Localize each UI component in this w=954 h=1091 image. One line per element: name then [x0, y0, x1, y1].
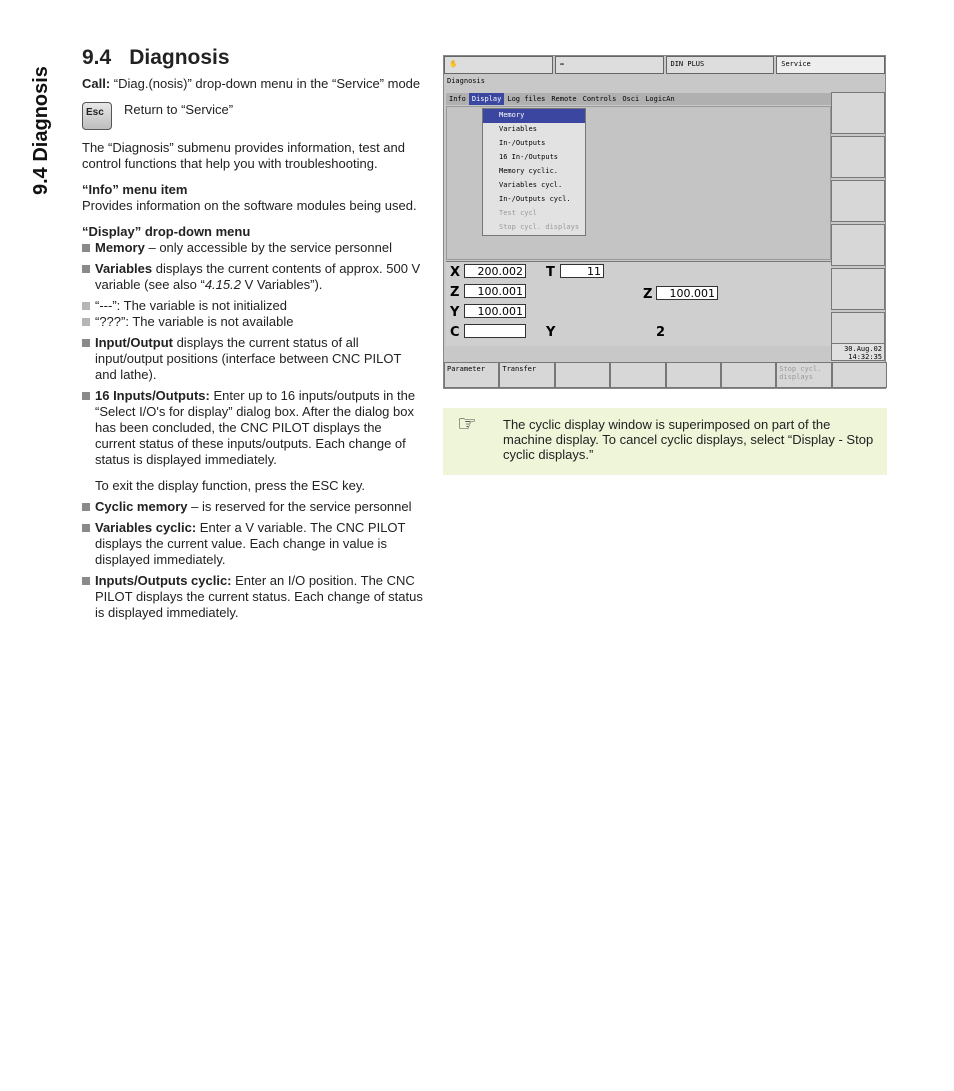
call-label: Call:: [82, 76, 111, 91]
mode-title: Diagnosis: [447, 77, 485, 85]
menu-logican[interactable]: LogicAn: [645, 95, 675, 103]
vertical-softkeys: [831, 92, 885, 356]
item-text: Enter a V variable. The CNC PILOT displays the current value. Each change in value is displayed immediately.: [95, 520, 406, 567]
axis-label: Y: [450, 305, 460, 320]
bottom-softkeys: [444, 362, 887, 388]
axis-value: [464, 324, 526, 338]
call-paragraph: [82, 76, 424, 92]
item-text: displays the current contents of approx. 500 V variable (see also “: [95, 261, 421, 292]
softkey[interactable]: [831, 224, 885, 266]
dropdown-item[interactable]: In-/Outputs cycl.: [499, 195, 571, 203]
note-text: The cyclic display window is superimposed on part of the machine display. To cancel cyclic displays, select “Display - Stop cyclic displays.”: [503, 417, 874, 462]
softkey[interactable]: [610, 362, 665, 388]
esc-text: Return to “Service”: [124, 102, 234, 117]
softkey[interactable]: [831, 136, 885, 178]
list-item-16-io: [82, 388, 424, 468]
menu-info[interactable]: Info: [449, 95, 466, 103]
menu-controls[interactable]: Controls: [582, 95, 617, 103]
exit-text: To exit the display function, press the ESC key.: [95, 478, 366, 493]
item-label: Variables cyclic:: [95, 520, 197, 535]
item-label: Memory: [95, 240, 145, 255]
call-text: “Diag.(nosis)” drop-down menu in the “Service” mode: [113, 76, 421, 91]
menu-bar: [446, 93, 831, 105]
tab-automatic[interactable]: ⇛: [555, 56, 664, 74]
dropdown-item[interactable]: Memory cyclic.: [499, 167, 559, 175]
axis-value: 100.001: [464, 284, 526, 298]
item-text: displays the current status of all input/output positions (interface between CNC PILOT and lathe).: [95, 335, 402, 382]
display-heading: “Display” drop-down menu: [82, 224, 251, 239]
dropdown-item: Stop cycl. displays: [499, 223, 580, 231]
info-heading: “Info” menu item: [82, 182, 188, 197]
softkey[interactable]: [832, 362, 887, 388]
softkey[interactable]: [831, 268, 885, 310]
main-text-column: [82, 46, 424, 631]
softkey-parameter[interactable]: Parameter: [444, 362, 499, 388]
softkey[interactable]: [831, 92, 885, 134]
dropdown-item[interactable]: Variables: [499, 125, 537, 133]
item-ref: 4.15.2: [204, 277, 241, 292]
item-text: – only accessible by the service personnel: [144, 240, 392, 255]
dropdown-item[interactable]: In-/Outputs: [499, 139, 546, 147]
dropdown-item[interactable]: 16 In-/Outputs: [499, 153, 559, 161]
menu-osci[interactable]: Osci: [622, 95, 640, 103]
spindle-number: 2: [656, 325, 666, 340]
softkey[interactable]: [721, 362, 776, 388]
softkey-transfer[interactable]: Transfer: [499, 362, 554, 388]
cnc-screenshot: [443, 55, 886, 389]
z2-value: 100.001: [656, 286, 718, 300]
display-list-2: [82, 499, 424, 621]
menu-remote[interactable]: Remote: [551, 95, 577, 103]
section-title: Diagnosis: [129, 46, 230, 69]
page-title: [82, 46, 424, 69]
date: 30.Aug.02: [844, 345, 882, 353]
item-label: Inputs/Outputs cyclic:: [95, 573, 232, 588]
machine-display: [446, 261, 831, 346]
tool-label: T: [546, 265, 555, 280]
axis-value: 200.002: [464, 264, 526, 278]
side-tab: 9.4 Diagnosis: [30, 66, 52, 195]
list-subitem: “???”: The variable is not available: [82, 314, 424, 330]
axis-label: C: [450, 325, 460, 340]
esc-key: Esc: [82, 102, 112, 130]
item-label: Cyclic memory: [95, 499, 188, 514]
list-item-memory: [82, 240, 424, 256]
axis-label: Z: [450, 285, 460, 300]
softkey[interactable]: [666, 362, 721, 388]
tab-din-plus[interactable]: DIN PLUS: [666, 56, 775, 74]
item-label: Input/Output: [95, 335, 173, 350]
item-text: – is reserved for the service personnel: [187, 499, 412, 514]
axis-value: 100.001: [464, 304, 526, 318]
dropdown-item: Test cycl: [499, 209, 537, 217]
display-dropdown: [482, 108, 586, 236]
item-label: Variables: [95, 261, 153, 276]
dropdown-item[interactable]: Variables cycl.: [499, 181, 563, 189]
time: 14:32:35: [848, 353, 882, 361]
mode-tabs: [444, 56, 887, 74]
list-item-variables: [82, 261, 424, 293]
axis-label: X: [450, 265, 461, 280]
list-item-io-cyclic: [82, 573, 424, 621]
tab-manual[interactable]: ✋: [444, 56, 553, 74]
softkey[interactable]: [555, 362, 610, 388]
tab-service[interactable]: Service: [776, 56, 885, 74]
section-number: 9.4: [82, 46, 112, 69]
display-list: [82, 240, 424, 468]
softkey[interactable]: [831, 180, 885, 222]
softkey-stop-cyclic[interactable]: Stop cycl. displays: [776, 362, 831, 388]
date-time: [831, 343, 885, 361]
note-box: [443, 408, 887, 475]
z2-label: Z: [643, 287, 653, 302]
intro-paragraph: The “Diagnosis” submenu provides information, test and control functions that help you with troubleshooting.: [82, 140, 405, 171]
tool-value: 11: [560, 264, 604, 278]
list-item-io: [82, 335, 424, 383]
menu-display[interactable]: Display: [469, 93, 505, 105]
item-text: Enter up to 16 inputs/outputs in the “Select I/O's for display” dialog box. After the dialog box has been concluded, the CNC PILOT displays the current status of these inputs/outputs. Each change of status is displayed immediately.: [95, 388, 416, 467]
info-text: Provides information on the software modules being used.: [82, 198, 417, 213]
pointing-hand-icon: ☞: [457, 411, 477, 436]
list-item-variables-cyclic: [82, 520, 424, 568]
menu-log-files[interactable]: Log files: [507, 95, 546, 103]
list-subitem: “---”: The variable is not initialized: [82, 298, 424, 314]
list-item-cyclic-memory: [82, 499, 424, 515]
item-label: 16 Inputs/Outputs:: [95, 388, 210, 403]
item-text: V Variables”).: [240, 277, 323, 292]
dropdown-item[interactable]: Memory: [483, 109, 585, 123]
item-text: Enter an I/O position. The CNC PILOT displays the current status. Each change of status is displayed immediately.: [95, 573, 423, 620]
esc-row: [82, 102, 424, 130]
y2-label: Y: [546, 325, 556, 340]
